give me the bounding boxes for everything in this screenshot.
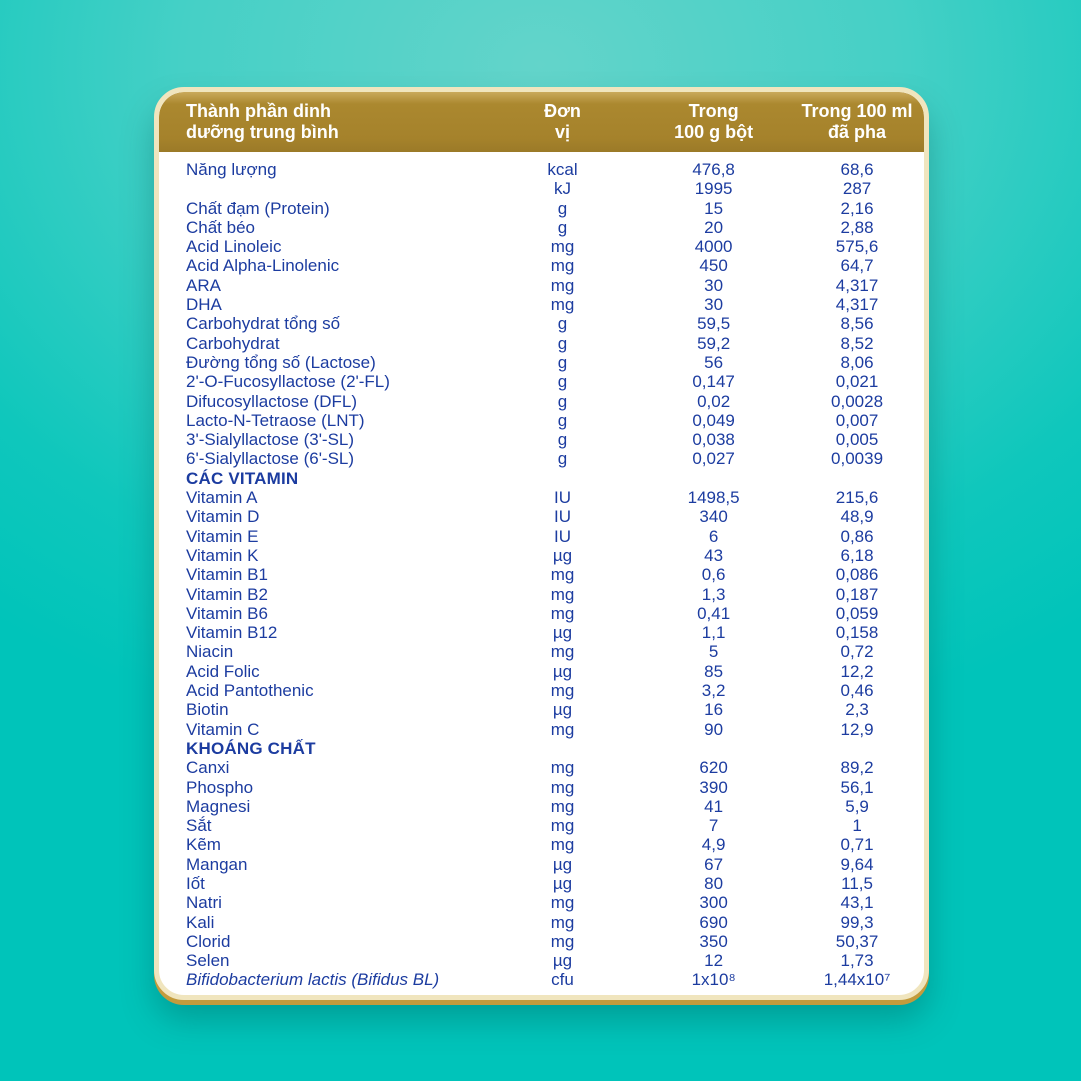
header-col-per-100g bbox=[637, 101, 790, 143]
table-row bbox=[159, 893, 924, 912]
row-per-100ml: 0,059 bbox=[835, 603, 879, 623]
row-per-100g: 1x10⁸ bbox=[691, 970, 736, 990]
row-name: Acid Linoleic bbox=[186, 237, 282, 257]
row-unit: mg bbox=[550, 816, 575, 836]
row-per-100g: 0,41 bbox=[697, 603, 731, 623]
row-unit: mg bbox=[550, 275, 575, 295]
table-row bbox=[159, 623, 924, 642]
row-name: Kẽm bbox=[186, 835, 221, 855]
row-unit: mg bbox=[550, 835, 575, 855]
row-per-100ml: 4,317 bbox=[835, 295, 879, 315]
header-col-per-100ml-line2: đã pha bbox=[828, 122, 887, 142]
header-col-unit-line2: vị bbox=[555, 122, 571, 142]
header-col-ingredient-line1: Thành phần dinh bbox=[186, 101, 331, 121]
row-name: Đường tổng số (Lactose) bbox=[186, 352, 376, 372]
row-per-100ml: 575,6 bbox=[835, 237, 879, 257]
row-per-100g: 4,9 bbox=[701, 835, 726, 855]
table-row bbox=[159, 256, 924, 275]
row-per-100g: 15 bbox=[704, 198, 724, 218]
row-per-100g bbox=[637, 469, 790, 488]
row-unit: IU bbox=[554, 488, 572, 508]
table-row bbox=[159, 585, 924, 604]
row-per-100g: 340 bbox=[699, 507, 728, 527]
row-name: Sắt bbox=[186, 816, 212, 836]
header-col-per-100g-line2: 100 g bột bbox=[674, 122, 754, 142]
row-per-100g: 4000 bbox=[694, 237, 733, 257]
row-name: Acid Folic bbox=[186, 661, 260, 681]
row-name: Clorid bbox=[186, 931, 231, 951]
row-name: Vitamin B1 bbox=[186, 565, 268, 585]
row-unit: mg bbox=[550, 719, 575, 739]
table-row bbox=[159, 835, 924, 854]
row-name: Vitamin B2 bbox=[186, 584, 268, 604]
row-unit: mg bbox=[550, 777, 575, 797]
row-per-100ml: 1 bbox=[852, 816, 862, 836]
header-col-unit bbox=[488, 101, 637, 143]
row-per-100g: 390 bbox=[699, 777, 728, 797]
table-row bbox=[159, 778, 924, 797]
row-per-100ml: 1,44x10⁷ bbox=[823, 970, 891, 990]
table-row bbox=[159, 392, 924, 411]
row-per-100ml: 287 bbox=[842, 179, 872, 199]
row-per-100ml: 8,06 bbox=[840, 352, 874, 372]
row-unit: mg bbox=[550, 796, 575, 816]
row-per-100g: 30 bbox=[704, 275, 724, 295]
table-row bbox=[159, 449, 924, 468]
header-col-ingredient bbox=[159, 101, 488, 143]
row-per-100g: 59,2 bbox=[697, 333, 731, 353]
row-name: Mangan bbox=[186, 854, 248, 874]
row-per-100g: 30 bbox=[704, 295, 724, 315]
section-row bbox=[159, 469, 924, 488]
row-name: KHOÁNG CHẤT bbox=[186, 738, 316, 758]
row-unit: mg bbox=[550, 256, 575, 276]
row-name: Carbohydrat bbox=[186, 333, 280, 353]
header-col-per-100ml bbox=[790, 101, 924, 143]
row-per-100g: 300 bbox=[699, 893, 728, 913]
table-row bbox=[159, 642, 924, 661]
row-per-100ml: 0,71 bbox=[840, 835, 874, 855]
table-row bbox=[159, 700, 924, 719]
row-name: Natri bbox=[186, 893, 222, 913]
header-col-per-100ml-line1: Trong 100 ml bbox=[801, 101, 913, 121]
row-per-100ml: 0,72 bbox=[840, 642, 874, 662]
table-row bbox=[159, 527, 924, 546]
table-row bbox=[159, 372, 924, 391]
row-unit: µg bbox=[552, 951, 573, 971]
row-per-100ml: 8,52 bbox=[840, 333, 874, 353]
row-unit: mg bbox=[550, 603, 575, 623]
row-per-100ml bbox=[790, 739, 924, 758]
row-unit: g bbox=[557, 352, 568, 372]
row-name: Kali bbox=[186, 912, 215, 932]
row-name: Năng lượng bbox=[186, 160, 277, 179]
row-name: Chất béo bbox=[186, 217, 255, 237]
table-body-wrap bbox=[159, 152, 924, 990]
row-unit: g bbox=[557, 391, 568, 411]
row-name: 2'-O-Fucosyllactose (2'-FL) bbox=[186, 372, 390, 392]
row-name: 6'-Sialyllactose (6'-SL) bbox=[186, 449, 355, 469]
row-per-100ml: 56,1 bbox=[840, 777, 874, 797]
row-per-100g: 16 bbox=[704, 700, 724, 720]
row-per-100ml: 12,2 bbox=[840, 661, 874, 681]
row-per-100g: 20 bbox=[704, 217, 724, 237]
table-row bbox=[159, 816, 924, 835]
nutrition-table-body bbox=[159, 160, 924, 990]
row-name: Carbohydrat tổng số bbox=[186, 314, 341, 334]
row-per-100ml: 0,005 bbox=[835, 430, 879, 450]
row-per-100g: 56 bbox=[704, 352, 724, 372]
header-col-ingredient-line2: dưỡng trung bình bbox=[186, 122, 339, 142]
row-name: Vitamin B12 bbox=[186, 623, 278, 643]
row-unit: g bbox=[557, 410, 568, 430]
row-name: Phospho bbox=[186, 777, 254, 797]
table-row bbox=[159, 874, 924, 893]
row-unit: µg bbox=[552, 854, 573, 874]
row-per-100g: 7 bbox=[708, 816, 719, 836]
table-row bbox=[159, 160, 924, 179]
row-per-100g: 0,049 bbox=[692, 410, 735, 430]
row-unit: IU bbox=[554, 507, 572, 527]
row-per-100ml: 0,187 bbox=[835, 584, 879, 604]
row-name: Vitamin K bbox=[186, 545, 259, 565]
row-per-100ml: 9,64 bbox=[840, 854, 874, 874]
row-name: Niacin bbox=[186, 642, 234, 662]
row-per-100ml: 0,86 bbox=[840, 526, 874, 546]
table-row bbox=[159, 913, 924, 932]
row-name: Magnesi bbox=[186, 796, 251, 816]
row-per-100g: 0,027 bbox=[692, 449, 735, 469]
table-row bbox=[159, 932, 924, 951]
row-per-100ml: 1,73 bbox=[840, 951, 874, 971]
table-row bbox=[159, 662, 924, 681]
row-unit bbox=[488, 739, 637, 758]
row-per-100g: 85 bbox=[704, 661, 724, 681]
nutrition-table bbox=[159, 160, 924, 990]
table-row bbox=[159, 199, 924, 218]
row-per-100g: 80 bbox=[704, 873, 724, 893]
section-row bbox=[159, 739, 924, 758]
row-per-100g: 67 bbox=[704, 854, 724, 874]
row-per-100g: 6 bbox=[708, 526, 719, 546]
row-name: DHA bbox=[186, 295, 222, 315]
row-per-100g: 41 bbox=[704, 796, 724, 816]
table-row bbox=[159, 546, 924, 565]
table-row bbox=[159, 334, 924, 353]
table-row bbox=[159, 295, 924, 314]
header-col-unit-line1: Đơn bbox=[544, 101, 581, 121]
row-per-100g: 450 bbox=[699, 256, 728, 276]
row-name: Acid Alpha-Linolenic bbox=[186, 256, 340, 276]
table-row bbox=[159, 758, 924, 777]
table-row bbox=[159, 430, 924, 449]
row-unit: mg bbox=[550, 565, 575, 585]
row-per-100g: 5 bbox=[708, 642, 719, 662]
row-name: Vitamin C bbox=[186, 719, 260, 739]
row-unit: mg bbox=[550, 642, 575, 662]
table-row bbox=[159, 720, 924, 739]
table-row bbox=[159, 855, 924, 874]
nutrition-facts-card bbox=[154, 87, 929, 1000]
table-row bbox=[159, 488, 924, 507]
row-name: Lacto-N-Tetraose (LNT) bbox=[186, 410, 365, 430]
row-name: Vitamin D bbox=[186, 507, 260, 527]
row-unit: cfu bbox=[551, 970, 574, 990]
row-unit: mg bbox=[550, 893, 575, 913]
row-name: Bifidobacterium lactis (Bifidus BL) bbox=[186, 970, 440, 990]
row-per-100ml: 48,9 bbox=[840, 507, 874, 527]
row-unit: g bbox=[557, 217, 568, 237]
table-row bbox=[159, 314, 924, 333]
row-unit: mg bbox=[550, 295, 575, 315]
row-per-100g: 1995 bbox=[694, 179, 733, 199]
row-name: Canxi bbox=[186, 758, 230, 778]
row-per-100ml: 215,6 bbox=[835, 488, 879, 508]
row-unit: g bbox=[557, 449, 568, 469]
row-per-100ml bbox=[790, 469, 924, 488]
row-name: Vitamin E bbox=[186, 526, 259, 546]
row-per-100ml: 0,158 bbox=[835, 623, 879, 643]
row-unit: mg bbox=[550, 931, 575, 951]
row-name: Biotin bbox=[186, 700, 229, 720]
row-unit: g bbox=[557, 372, 568, 392]
row-unit: µg bbox=[552, 623, 573, 643]
row-per-100ml: 0,0039 bbox=[831, 449, 884, 469]
row-per-100g: 0,6 bbox=[701, 565, 726, 585]
row-per-100g: 0,147 bbox=[692, 372, 735, 392]
row-unit: IU bbox=[554, 526, 572, 546]
table-row bbox=[159, 951, 924, 970]
table-row bbox=[159, 604, 924, 623]
row-per-100ml: 0,086 bbox=[835, 565, 879, 585]
row-unit: µg bbox=[552, 661, 573, 681]
table-row bbox=[159, 797, 924, 816]
table-row bbox=[159, 237, 924, 256]
row-unit: g bbox=[557, 430, 568, 450]
row-per-100ml: 6,18 bbox=[840, 545, 874, 565]
row-unit: mg bbox=[550, 758, 575, 778]
row-per-100g: 1498,5 bbox=[687, 488, 740, 508]
row-unit bbox=[488, 469, 637, 488]
row-per-100ml: 5,9 bbox=[845, 796, 869, 816]
row-name: CÁC VITAMIN bbox=[186, 468, 299, 488]
row-per-100g: 476,8 bbox=[692, 160, 735, 179]
row-unit: kJ bbox=[554, 179, 572, 199]
row-unit: µg bbox=[552, 700, 573, 720]
row-per-100ml: 0,021 bbox=[835, 372, 879, 392]
row-per-100g: 0,038 bbox=[692, 430, 735, 450]
row-name: Vitamin B6 bbox=[186, 603, 268, 623]
table-row bbox=[159, 970, 924, 989]
row-unit: µg bbox=[552, 873, 573, 893]
row-unit: mg bbox=[550, 584, 575, 604]
row-per-100g: 3,2 bbox=[701, 681, 726, 701]
row-per-100g: 0,02 bbox=[697, 391, 731, 411]
table-row bbox=[159, 179, 924, 198]
table-row bbox=[159, 681, 924, 700]
table-row bbox=[159, 411, 924, 430]
row-name: Vitamin A bbox=[186, 488, 258, 508]
row-per-100g: 90 bbox=[704, 719, 724, 739]
table-header bbox=[159, 92, 924, 152]
table-row bbox=[159, 218, 924, 237]
row-per-100g: 12 bbox=[704, 951, 724, 971]
row-unit: mg bbox=[550, 912, 575, 932]
row-name: ARA bbox=[186, 275, 221, 295]
row-per-100ml: 89,2 bbox=[840, 758, 874, 778]
row-per-100ml: 64,7 bbox=[840, 256, 874, 276]
row-per-100g: 1,1 bbox=[701, 623, 726, 643]
row-per-100ml: 12,9 bbox=[840, 719, 874, 739]
row-unit: g bbox=[557, 314, 568, 334]
row-per-100ml: 11,5 bbox=[841, 873, 873, 893]
header-col-per-100g-line1: Trong bbox=[688, 101, 739, 121]
row-per-100ml: 0,46 bbox=[840, 681, 874, 701]
table-row bbox=[159, 276, 924, 295]
row-name: Iốt bbox=[186, 873, 205, 893]
row-unit: µg bbox=[552, 545, 573, 565]
table-row bbox=[159, 565, 924, 584]
row-unit: g bbox=[557, 333, 568, 353]
row-per-100ml: 68,6 bbox=[840, 160, 874, 179]
row-name: Acid Pantothenic bbox=[186, 681, 314, 701]
row-name bbox=[159, 179, 488, 198]
row-per-100g: 59,5 bbox=[697, 314, 731, 334]
row-per-100ml: 0,007 bbox=[835, 410, 879, 430]
row-unit: kcal bbox=[547, 160, 578, 179]
table-row bbox=[159, 507, 924, 526]
row-per-100ml: 50,37 bbox=[835, 931, 879, 951]
row-per-100g: 620 bbox=[699, 758, 728, 778]
row-per-100g bbox=[637, 739, 790, 758]
row-per-100g: 690 bbox=[699, 912, 728, 932]
row-per-100ml: 2,88 bbox=[840, 217, 874, 237]
row-per-100ml: 4,317 bbox=[835, 275, 879, 295]
row-per-100ml: 0,0028 bbox=[831, 391, 884, 411]
row-per-100g: 350 bbox=[699, 931, 728, 951]
row-per-100ml: 43,1 bbox=[840, 893, 874, 913]
row-name: 3'-Sialyllactose (3'-SL) bbox=[186, 430, 355, 450]
row-per-100ml: 2,16 bbox=[840, 198, 874, 218]
row-unit: mg bbox=[550, 681, 575, 701]
row-per-100ml: 99,3 bbox=[840, 912, 874, 932]
row-per-100g: 1,3 bbox=[701, 584, 726, 604]
row-per-100ml: 2,3 bbox=[845, 700, 869, 720]
row-name: Selen bbox=[186, 951, 230, 971]
row-per-100ml: 8,56 bbox=[840, 314, 874, 334]
table-row bbox=[159, 353, 924, 372]
row-name: Difucosyllactose (DFL) bbox=[186, 391, 357, 411]
row-unit: mg bbox=[550, 237, 575, 257]
row-name: Chất đạm (Protein) bbox=[186, 198, 330, 218]
row-unit: g bbox=[557, 198, 568, 218]
row-per-100g: 43 bbox=[704, 545, 724, 565]
